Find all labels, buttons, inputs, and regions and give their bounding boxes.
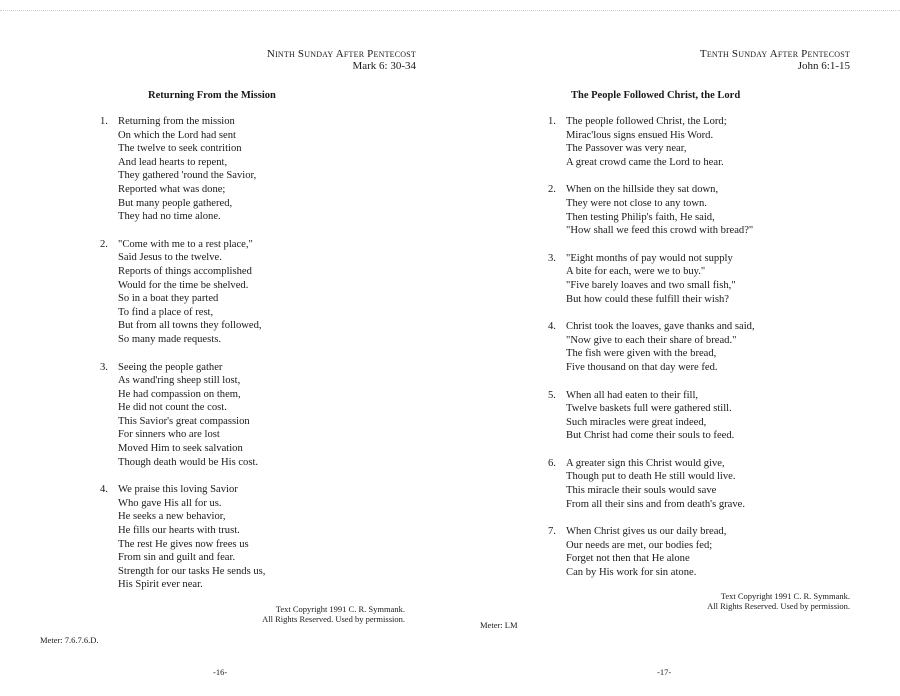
left-meter: Meter: 7.6.7.6.D. (40, 635, 99, 645)
left-copyright-line-1: Text Copyright 1991 C. R. Symmank. (275, 604, 405, 614)
right-page-number: -17- (657, 667, 672, 677)
verse-line: When Christ gives us our daily bread, (566, 526, 727, 538)
verse-line: The twelve to seek contrition (118, 143, 242, 155)
verse-line: For sinners who are lost (118, 429, 220, 441)
right-copyright-line-2: All Rights Reserved. Used by permission. (707, 601, 850, 611)
verse-line: Forget not then that He alone (566, 553, 690, 565)
verse (548, 183, 755, 237)
verse-line: Said Jesus to the twelve. (118, 252, 222, 264)
verse-line: He seeks a new behavior, (118, 511, 226, 523)
verse-line: They had no time alone. (118, 211, 221, 223)
left-hymn-title: Returning From the Mission (148, 90, 276, 101)
verse-line: Twelve baskets full were gathered still. (566, 403, 732, 415)
right-verses (548, 115, 755, 594)
left-page-number: -16- (213, 667, 228, 677)
verse-number: 2. (100, 238, 108, 250)
verse-line: The rest He gives now frees us (118, 538, 249, 550)
verse (548, 457, 755, 511)
verse-line: Our needs are met, our bodies fed; (566, 539, 713, 551)
verse-line: When on the hillside they sat down, (566, 184, 719, 196)
verse-line: "How shall we feed this crowd with bread?" (566, 225, 754, 237)
left-verses (100, 115, 265, 606)
verse-line: A greater sign this Christ would give, (566, 457, 725, 469)
verse-number: 6. (548, 457, 556, 469)
verse-number: 7. (548, 526, 556, 538)
verse (100, 238, 265, 347)
left-sunday-label: Ninth Sunday After Pentecost (266, 48, 416, 60)
right-hymn-title: The People Followed Christ, the Lord (571, 90, 741, 101)
verse-line: Though put to death He still would live. (566, 471, 736, 483)
verse-line: Seeing the people gather (118, 361, 223, 373)
verse-line: The Passover was very near, (566, 143, 687, 155)
verse-line: He fills our hearts with trust. (118, 525, 240, 537)
right-copyright (707, 591, 850, 611)
verse-line: From all their sins and from death's grave. (566, 498, 746, 510)
verse-line: "Come with me to a rest place," (118, 238, 253, 250)
verse-line: Moved Him to seek salvation (118, 443, 243, 455)
verse (548, 320, 755, 374)
verse-line: Returning from the mission (118, 116, 235, 127)
verse-line: When all had eaten to their fill, (566, 389, 699, 401)
left-copyright-line-2: All Rights Reserved. Used by permission. (262, 614, 405, 624)
right-meter: Meter: LM (480, 620, 518, 630)
verse-line: We praise this loving Savior (118, 484, 238, 496)
verse-line: Can by His work for sin atone. (566, 567, 697, 579)
verse-line: This miracle their souls would save (566, 485, 717, 497)
right-page (450, 0, 900, 696)
verse-line: The fish were given with the bread, (566, 348, 717, 360)
verse-number: 4. (100, 484, 108, 496)
left-copyright (262, 604, 405, 624)
verse-line: This Savior's great compassion (118, 415, 250, 427)
verse-line: From sin and guilt and fear. (118, 552, 236, 564)
verse-line: Five thousand on that day were fed. (566, 361, 718, 373)
verse-line: To find a place of rest, (118, 306, 214, 318)
right-scripture-reference: John 6:1-15 (797, 60, 850, 72)
verse-line: They gathered 'round the Savior, (118, 170, 257, 182)
left-scripture-reference: Mark 6: 30-34 (352, 60, 416, 72)
verse-line: His Spirit ever near. (118, 579, 203, 591)
verse-line: Then testing Philip's faith, He said, (566, 211, 715, 223)
verse-line: A great crowd came the Lord to hear. (566, 156, 724, 168)
verse-line: Reported what was done; (118, 183, 226, 195)
verse-line: So many made requests. (118, 333, 221, 345)
verse-line: He did not count the cost. (118, 402, 227, 414)
verse-number: 2. (548, 184, 556, 196)
verse-line: So in a boat they parted (118, 293, 219, 305)
verse-line: But Christ had come their souls to feed. (566, 430, 735, 442)
verse-line: "Now give to each their share of bread." (566, 334, 737, 346)
verse-line: They were not close to any town. (566, 197, 707, 209)
verse-number: 3. (548, 252, 556, 264)
verse-line: But from all towns they followed, (118, 320, 262, 332)
verse (548, 115, 755, 169)
verse-line: A bite for each, were we to buy." (566, 266, 706, 278)
right-page-heading (700, 48, 850, 72)
verse (100, 361, 265, 470)
verse (100, 483, 265, 592)
right-copyright-line-1: Text Copyright 1991 C. R. Symmank. (720, 591, 850, 601)
verse-line: And lead hearts to repent, (118, 156, 228, 168)
verse-line: Though death would be His cost. (118, 456, 259, 468)
verse-number: 3. (100, 361, 108, 373)
verse-line: He had compassion on them, (118, 388, 241, 400)
verse (548, 389, 755, 443)
verse-line: Reports of things accomplished (118, 265, 252, 277)
right-sunday-label: Tenth Sunday After Pentecost (699, 48, 850, 60)
verse-line: Strength for our tasks He sends us, (118, 565, 266, 577)
verse-line: But many people gathered, (118, 197, 233, 209)
verse-line: Mirac'lous signs ensued His Word. (566, 129, 714, 141)
verse-number: 1. (100, 116, 108, 127)
verse-line: Such miracles were great indeed, (566, 416, 707, 428)
verse-line: The people followed Christ, the Lord; (566, 116, 727, 127)
verse-line: On which the Lord had sent (118, 129, 236, 141)
verse-line: But how could these fulfill their wish? (566, 293, 729, 305)
verse-line: Who gave His all for us. (118, 497, 222, 509)
verse-line: Would for the time be shelved. (118, 279, 249, 291)
verse-number: 5. (548, 389, 556, 401)
verse-line: As wand'ring sheep still lost, (118, 375, 241, 387)
verse (100, 115, 265, 224)
verse-line: "Five barely loaves and two small fish," (566, 279, 736, 291)
left-page-heading (267, 48, 416, 72)
verse-line: "Eight months of pay would not supply (566, 252, 733, 264)
verse (548, 525, 755, 579)
verse-line: Christ took the loaves, gave thanks and said, (566, 321, 755, 333)
verse (548, 252, 755, 306)
verse-number: 4. (548, 321, 556, 333)
verse-number: 1. (548, 116, 556, 127)
